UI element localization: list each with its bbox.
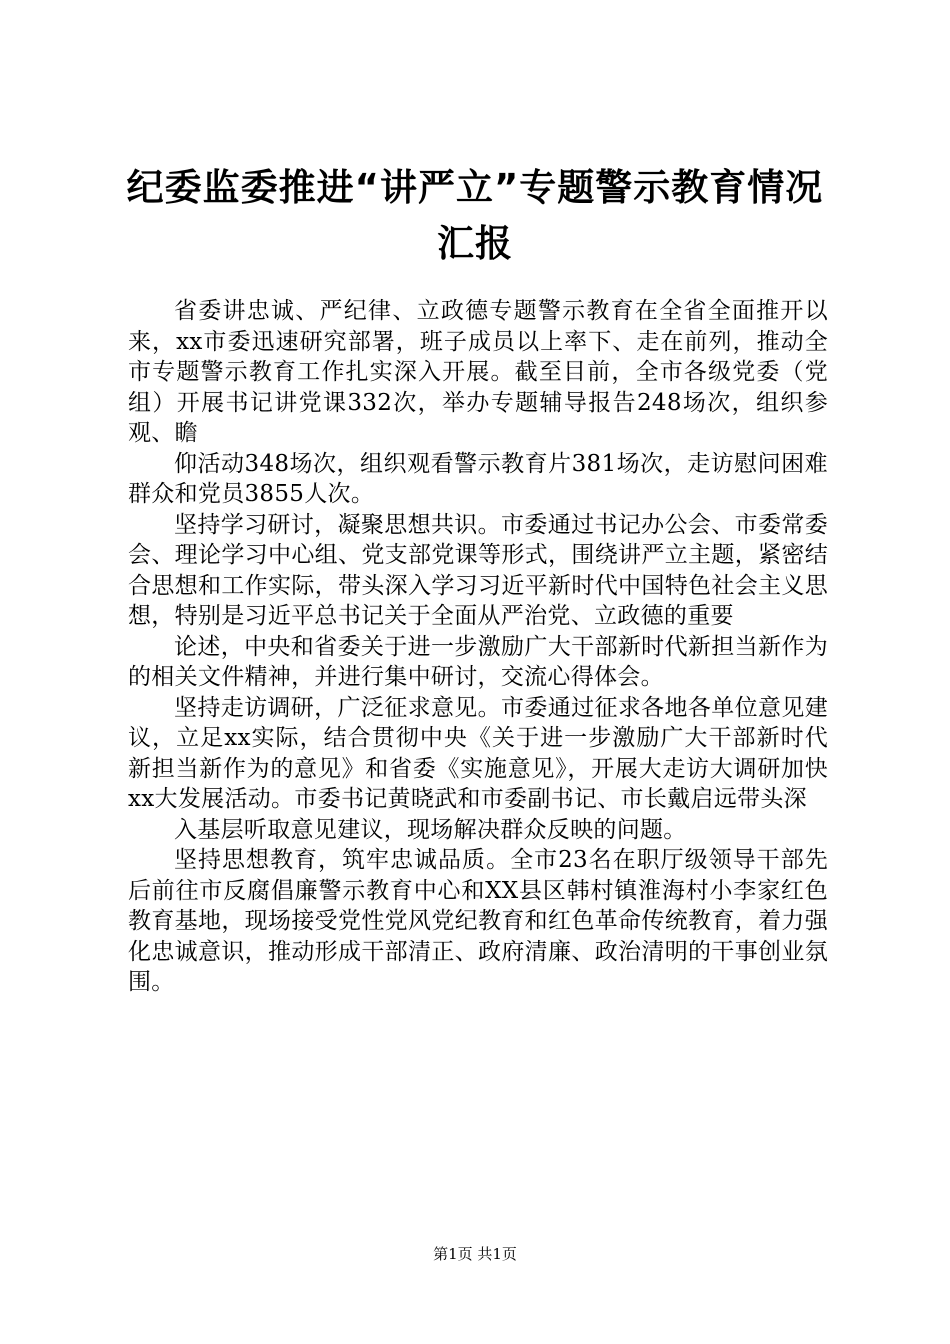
document-title: 纪委监委推进“讲严立”专题警示教育情况汇报	[126, 166, 824, 265]
paragraph-7: 坚持思想教育，筑牢忠诚品质。全市23名在职厅级领导干部先后前往市反腐倡廉警示教育中心和XX县区韩村镇淮海村小李家红色教育基地，现场接受党性党风党纪教育和红色革命传统教育，着力强化忠诚意识，推动形成干部清正、政府清廉、政治清明的干事创业氛围。	[128, 847, 828, 995]
paragraph-4: 论述，中央和省委关于进一步激励广大干部新时代新担当新作为的相关文件精神，并进行集中研讨，交流心得体会。	[128, 633, 828, 690]
paragraph-1: 省委讲忠诚、严纪律、立政德专题警示教育在全省全面推开以来，xx市委迅速研究部署，班子成员以上率下、走在前列，推动全市专题警示教育工作扎实深入开展。截至目前，全市各级党委（党组）开展书记讲党课332次，举办专题辅导报告248场次，组织参观、瞻	[128, 298, 828, 446]
document-body	[128, 296, 828, 998]
page-footer: 第1页 共1页	[433, 1245, 517, 1263]
paragraph-3: 坚持学习研讨，凝聚思想共识。市委通过书记办公会、市委常委会、理论学习中心组、党支部党课等形式，围绕讲严立主题，紧密结合思想和工作实际，带头深入学习习近平新时代中国特色社会主义思想，特别是习近平总书记关于全面从严治党、立政德的重要	[128, 511, 828, 629]
paragraph-5: 坚持走访调研，广泛征求意见。市委通过征求各地各单位意见建议，立足xx实际，结合贯彻中央《关于进一步激励广大干部新时代新担当新作为的意见》和省委《实施意见》，开展大走访大调研加快xx大发展活动。市委书记黄晓武和市委副书记、市长戴启远带头深	[128, 694, 828, 812]
paragraph-2: 仰活动348场次，组织观看警示教育片381场次，走访慰问困难群众和党员3855人次。	[128, 450, 828, 507]
paragraph-6: 入基层听取意见建议，现场解决群众反映的问题。	[174, 816, 687, 843]
